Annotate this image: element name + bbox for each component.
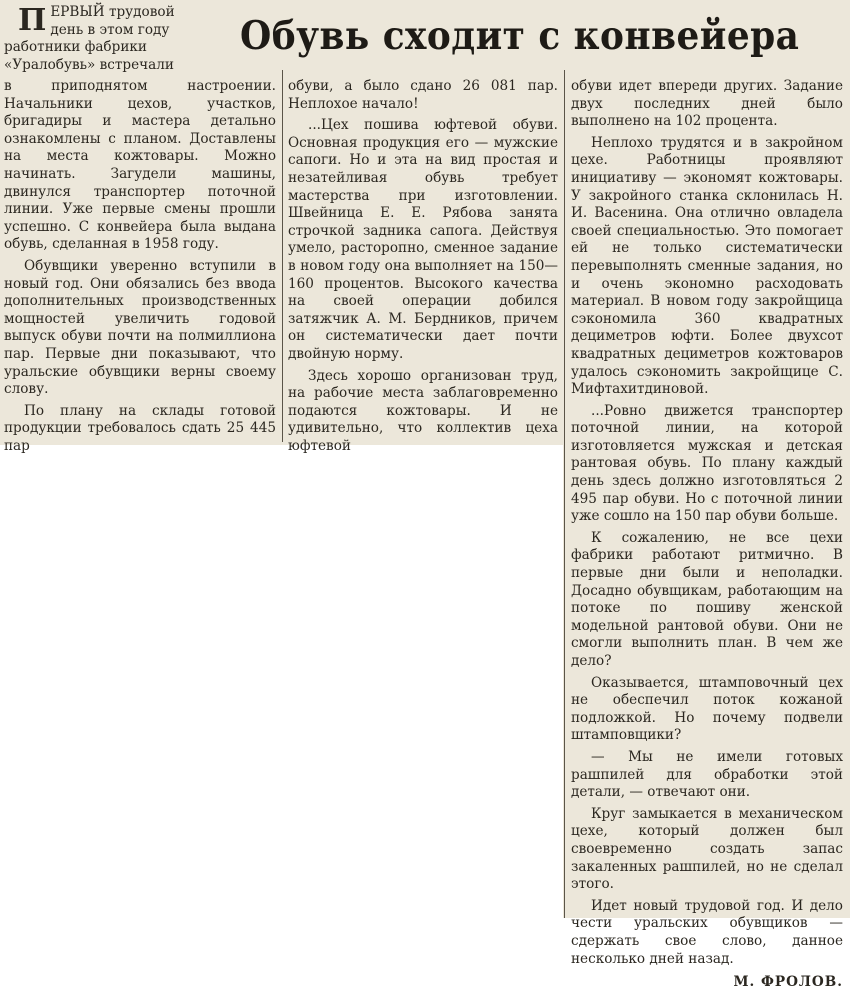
article-lead — [4, 4, 236, 74]
article-column-1 — [4, 78, 276, 459]
column-divider — [564, 70, 565, 918]
column-divider — [282, 70, 283, 442]
paragraph: Неплохо трудятся и в закройном цехе. Работницы проявляют инициативу — экономят кожтовары. У закройного станка склонилась Н. И. Васенина. Она отлично овладела своей специальностью. Это помогает ей не только систематически перевыполнять сменные задания, но и очень экономно расходовать материал. В новом году закройщица сэкономила 360 квадратных дециметров юфти. Более двухсот квадратных дециметров кожтоваров удалось сэкономить закройщице С. Мифтахитдиновой. — [571, 134, 843, 398]
lead-line: ЕРВЫЙ трудовой — [50, 4, 175, 20]
article-headline: Обувь сходит с конвейера — [240, 13, 800, 59]
author-signature: М. ФРОЛОВ. — [733, 974, 843, 991]
paragraph: Здесь хорошо организован труд, на рабочие места заблаговременно подаются кожтовары. И не удивительно, что коллектив цеха юфтевой — [288, 367, 558, 454]
paragraph: Обувщики уверенно вступили в новый год. Они обязались без ввода дополнительных производственных мощностей увеличить годовой выпуск обуви почти на полмиллиона пар. Первые дни показывают, что уральские обувщики верны своему слову. — [4, 257, 276, 398]
paragraph: в приподнятом настроении. Начальники цехов, участков, бригадиры и мастера детально ознакомлены с планом. Доставлены на места кожтовары. Можно начинать. Загудели машины, двинулся транспортер поточной линии. Уже первые смены прошли успешно. С конвейера была выдана обувь, сделанная в 1958 году. — [4, 78, 276, 253]
lead-line: «Уралобувь» встречали — [4, 56, 174, 73]
paragraph: По плану на склады готовой продукции требовалось сдать 25 445 пар — [4, 402, 276, 454]
paragraph: Оказывается, штамповочный цех не обеспечил поток кожаной подложкой. Но почему подвели штамповщики? — [571, 674, 843, 744]
paragraph: ...Ровно движется транспортер поточной линии, на которой изготовляется мужская и детская рантовая обувь. По плану каждый день здесь должно изготовляться 2 495 пар обуви. Но с поточной линии уже сошло на 150 пар обуви больше. — [571, 402, 843, 525]
drop-cap: П — [18, 3, 47, 38]
article-column-3 — [571, 78, 843, 996]
paragraph: ...Цех пошива юфтевой обуви. Основная продукция его — мужские сапоги. Но и эта на вид простая и незатейливая обувь требует мастерства при изготовлении. Швейница Е. Е. Рябова занята строчкой задника сапога. Действуя умело, расторопно, сменное задание в новом году она выполняет на 150—160 процентов. Высокого качества на своей операции добился затяжчик А. М. Бердников, причем он систематически дает почти двойную норму. — [288, 117, 558, 362]
paragraph: обуви идет впереди других. Задание двух последних дней было выполнено на 102 процента. — [571, 78, 843, 130]
paragraph: обуви, а было сдано 26 081 пар. Неплохое начало! — [288, 78, 558, 112]
paragraph: — Мы не имели готовых рашпилей для обработки этой детали, — отвечают они. — [571, 748, 843, 801]
paragraph: К сожалению, не все цехи фабрики работают ритмично. В первые дни были и неполадки. Досадно обувщикам, работающим на потоке по пошиву женской модельной рантовой обуви. Они не смогли выполнить план. В чем же дело? — [571, 529, 843, 669]
article-column-2 — [288, 78, 558, 459]
paragraph: Круг замыкается в механическом цехе, который должен был своевременно создать запас закаленных рашпилей, но не сделал этого. — [571, 805, 843, 893]
lead-line: работники фабрики — [4, 39, 147, 56]
paragraph: Идет новый трудовой год. И дело чести уральских обувщиков — сдержать свое слово, данное несколько дней назад. — [571, 897, 843, 967]
lead-line: день в этом году — [50, 21, 170, 38]
